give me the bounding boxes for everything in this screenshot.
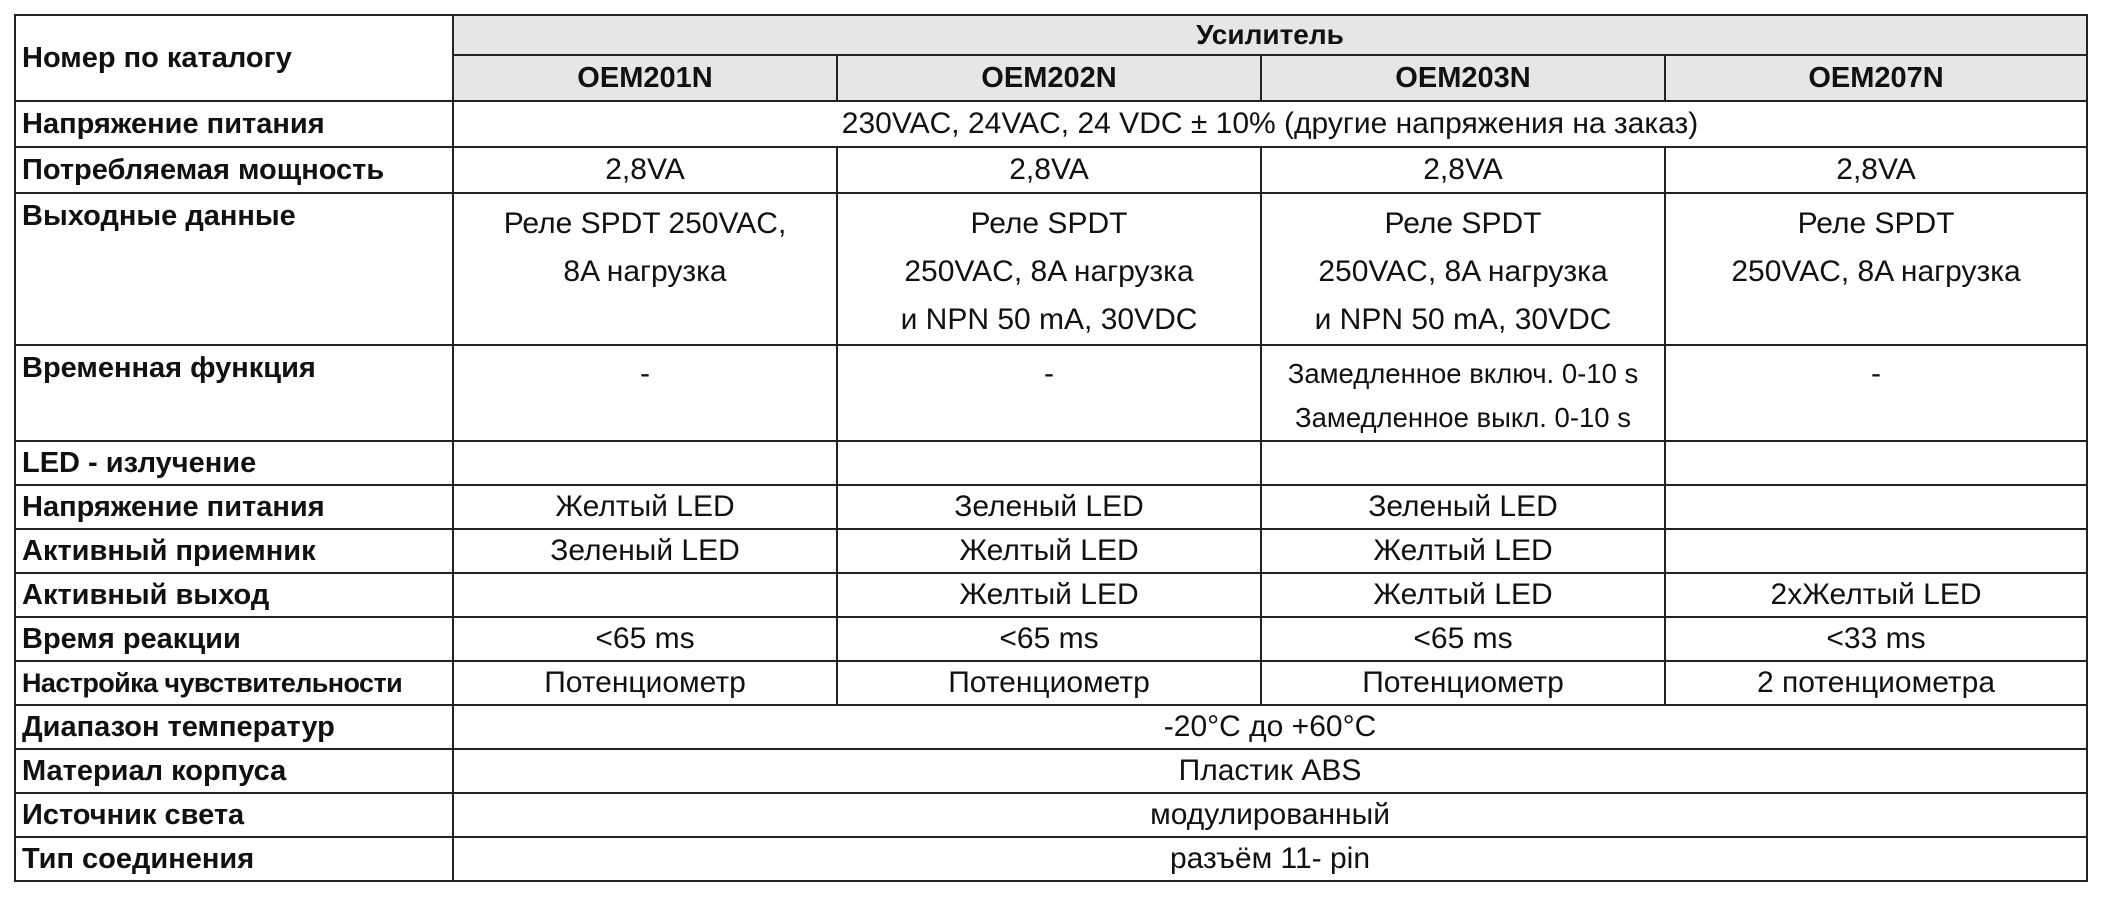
- row-label: Тип соединения: [15, 837, 453, 881]
- output-value: [1261, 193, 1665, 345]
- supply-voltage-value: 230VAC, 24VAC, 24 VDC ± 10% (другие напряжения на заказ): [453, 101, 2087, 147]
- reaction-value: <65 ms: [837, 617, 1261, 661]
- led-receiver-value: Желтый LED: [1261, 529, 1665, 573]
- timing-line: Замедленное выкл. 0-10 s: [1295, 402, 1631, 433]
- led-supply-value: Зеленый LED: [837, 485, 1261, 529]
- led-receiver-value: Желтый LED: [837, 529, 1261, 573]
- model-oem207n: OEM207N: [1665, 55, 2087, 101]
- catalog-number-label: Номер по каталогу: [15, 15, 453, 101]
- timing-line: -: [1871, 357, 1882, 390]
- row-label: Напряжение питания: [15, 101, 453, 147]
- power-value: 2,8VA: [1261, 147, 1665, 193]
- led-receiver-value: Зеленый LED: [453, 529, 837, 573]
- header-row-group: [15, 15, 2087, 55]
- row-temperature: [15, 705, 2087, 749]
- timing-line: -: [1044, 357, 1054, 390]
- row-led-supply: [15, 485, 2087, 529]
- row-connection: [15, 837, 2087, 881]
- timing-value: [1665, 345, 2087, 441]
- model-oem201n: OEM201N: [453, 55, 837, 101]
- row-label: Диапазон температур: [15, 705, 453, 749]
- row-label: LED - излучение: [15, 441, 453, 485]
- row-label: Активный выход: [15, 573, 453, 617]
- sensitivity-value: Потенциометр: [1261, 661, 1665, 705]
- led-output-value: Желтый LED: [1261, 573, 1665, 617]
- reaction-value: <65 ms: [453, 617, 837, 661]
- reaction-value: <33 ms: [1665, 617, 2087, 661]
- amplifier-title: Усилитель: [453, 15, 2087, 55]
- output-line: Реле SPDT: [1384, 207, 1542, 240]
- housing-value: Пластик ABS: [453, 749, 2087, 793]
- output-line: 8A нагрузка: [563, 255, 727, 288]
- sensitivity-value: 2 потенциометра: [1665, 661, 2087, 705]
- row-label: Активный приемник: [15, 529, 453, 573]
- output-line: Реле SPDT: [1797, 207, 1955, 240]
- output-line: 250VAC, 8A нагрузка: [904, 255, 1194, 288]
- row-supply-voltage: [15, 101, 2087, 147]
- sensitivity-value: Потенциометр: [453, 661, 837, 705]
- timing-line: Замедленное включ. 0-10 s: [1287, 358, 1639, 389]
- connection-value: разъём 11- pin: [453, 837, 2087, 881]
- temperature-value: -20°C до +60°C: [453, 705, 2087, 749]
- timing-value: [453, 345, 837, 441]
- led-supply-value: Зеленый LED: [1261, 485, 1665, 529]
- led-supply-value: Желтый LED: [453, 485, 837, 529]
- row-led-section: [15, 441, 2087, 485]
- output-value: [453, 193, 837, 345]
- row-housing: [15, 749, 2087, 793]
- output-line: Реле SPDT 250VAC,: [503, 207, 787, 240]
- spec-table: [14, 14, 2088, 882]
- light-source-value: модулированный: [453, 793, 2087, 837]
- row-led-output: [15, 573, 2087, 617]
- output-line: 250VAC, 8A нагрузка: [1318, 255, 1608, 288]
- row-label: Временная функция: [15, 345, 453, 441]
- row-power: [15, 147, 2087, 193]
- empty-cell: [1261, 441, 1665, 485]
- power-value: 2,8VA: [453, 147, 837, 193]
- row-label: Потребляемая мощность: [15, 147, 453, 193]
- model-oem203n: OEM203N: [1261, 55, 1665, 101]
- sensitivity-value: Потенциометр: [837, 661, 1261, 705]
- led-output-value: [453, 573, 837, 617]
- led-receiver-value: [1665, 529, 2087, 573]
- row-light-source: [15, 793, 2087, 837]
- row-sensitivity: [15, 661, 2087, 705]
- power-value: 2,8VA: [1665, 147, 2087, 193]
- empty-cell: [1665, 441, 2087, 485]
- row-label: Время реакции: [15, 617, 453, 661]
- empty-cell: [453, 441, 837, 485]
- output-value: [837, 193, 1261, 345]
- output-value: [1665, 193, 2087, 345]
- row-label: Напряжение питания: [15, 485, 453, 529]
- row-label: Источник света: [15, 793, 453, 837]
- output-line: 250VAC, 8A нагрузка: [1731, 255, 2021, 288]
- led-output-value: 2xЖелтый LED: [1665, 573, 2087, 617]
- reaction-value: <65 ms: [1261, 617, 1665, 661]
- row-reaction-time: [15, 617, 2087, 661]
- empty-cell: [837, 441, 1261, 485]
- output-line: Реле SPDT: [970, 207, 1128, 240]
- timing-value: [1261, 345, 1665, 441]
- row-output: [15, 193, 2087, 345]
- row-led-receiver: [15, 529, 2087, 573]
- timing-line: -: [640, 357, 650, 390]
- output-line: и NPN 50 mA, 30VDC: [1314, 303, 1612, 336]
- row-label: Материал корпуса: [15, 749, 453, 793]
- row-label: Выходные данные: [15, 193, 453, 345]
- row-label: Настройка чувствительности: [15, 661, 453, 705]
- led-supply-value: [1665, 485, 2087, 529]
- power-value: 2,8VA: [837, 147, 1261, 193]
- row-timing: [15, 345, 2087, 441]
- model-oem202n: OEM202N: [837, 55, 1261, 101]
- led-output-value: Желтый LED: [837, 573, 1261, 617]
- output-line: и NPN 50 mA, 30VDC: [900, 303, 1198, 336]
- timing-value: [837, 345, 1261, 441]
